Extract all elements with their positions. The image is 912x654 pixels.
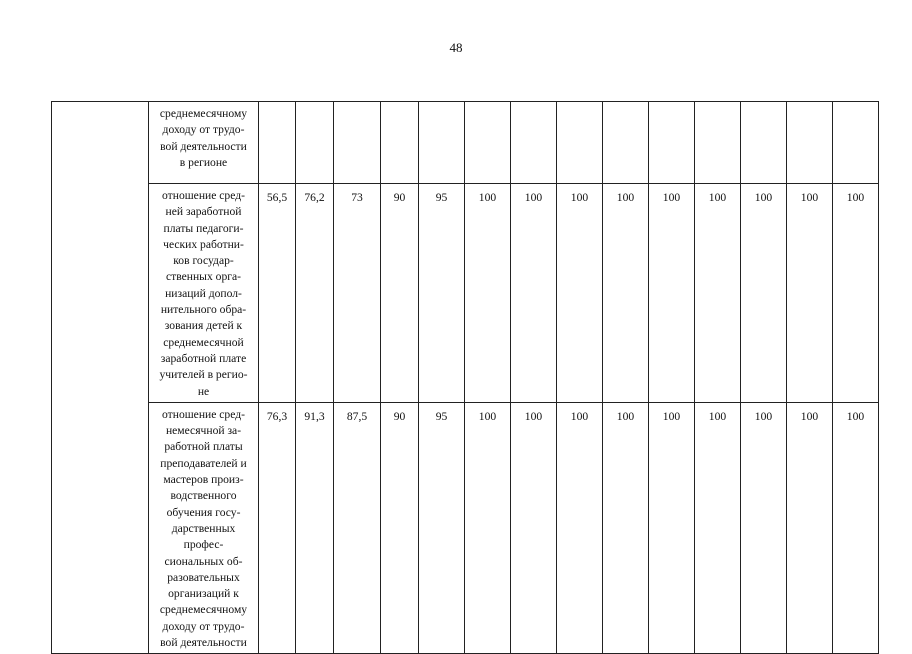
- value-cell: [259, 102, 296, 184]
- value-cell: 100: [511, 184, 557, 403]
- value-cell: 90: [381, 184, 419, 403]
- description-line: организаций к: [168, 587, 239, 601]
- value-cell: 95: [419, 402, 465, 653]
- description-line: обучения госу-: [166, 505, 241, 519]
- table-row: [52, 184, 879, 403]
- value-cell: 100: [833, 184, 879, 403]
- description-line: вой деятельности: [160, 139, 247, 153]
- value-cell: [557, 102, 603, 184]
- value-cell: [419, 102, 465, 184]
- value-cell: 100: [465, 402, 511, 653]
- description-line: нительного обра-: [160, 303, 247, 317]
- description-line: водственного: [170, 489, 237, 503]
- value-cell: 100: [603, 184, 649, 403]
- description-line: доходу от трудо-: [162, 123, 245, 137]
- description-line: ней заработной: [165, 205, 242, 219]
- table-row: [52, 102, 879, 184]
- description-line: ков государ-: [173, 254, 234, 268]
- description-line: мастеров произ-: [163, 473, 244, 487]
- value-cell: 100: [695, 402, 741, 653]
- description-line: ственных орга-: [165, 270, 241, 284]
- value-cell: 100: [649, 402, 695, 653]
- description-line: профес-: [183, 538, 224, 552]
- value-cell: 91,3: [296, 402, 334, 653]
- description-line: среднемесячному: [159, 603, 248, 617]
- value-cell: 100: [511, 402, 557, 653]
- description-line: сиональных об-: [164, 554, 243, 568]
- empty-first-column-cell: [52, 102, 149, 654]
- value-cell: [465, 102, 511, 184]
- value-cell: [296, 102, 334, 184]
- indicator-description-cell: [149, 102, 259, 184]
- description-line: разовательных: [167, 570, 240, 584]
- value-cell: 100: [787, 402, 833, 653]
- description-line: зования детей к: [164, 319, 243, 333]
- indicator-description-cell: [149, 402, 259, 653]
- value-cell: [741, 102, 787, 184]
- value-cell: 100: [557, 184, 603, 403]
- value-cell: 76,2: [296, 184, 334, 403]
- value-cell: 100: [695, 184, 741, 403]
- value-cell: [334, 102, 381, 184]
- value-cell: 76,3: [259, 402, 296, 653]
- description-line: ческих работни-: [163, 237, 244, 251]
- description-line: среднемесячной: [163, 335, 244, 349]
- description-line: отношение сред-: [162, 189, 245, 202]
- value-cell: 95: [419, 184, 465, 403]
- value-cell: 100: [741, 402, 787, 653]
- description-line: отношение сред-: [162, 407, 245, 421]
- page-number: 48: [449, 40, 463, 55]
- description-line: низаций допол-: [165, 286, 242, 300]
- value-cell: [511, 102, 557, 184]
- description-line: заработной плате: [160, 351, 247, 365]
- value-cell: 90: [381, 402, 419, 653]
- value-cell: [787, 102, 833, 184]
- value-cell: [649, 102, 695, 184]
- description-line: работной платы: [164, 440, 243, 454]
- value-cell: 73: [334, 184, 381, 403]
- value-cell: 100: [833, 402, 879, 653]
- value-cell: 100: [465, 184, 511, 403]
- value-cell: 100: [649, 184, 695, 403]
- description-line: платы педагоги-: [163, 221, 244, 235]
- description-line: дарственных: [171, 521, 236, 535]
- description-line: среднемесячному: [159, 107, 248, 120]
- value-cell: [603, 102, 649, 184]
- value-cell: 100: [741, 184, 787, 403]
- description-line: немесячной за-: [165, 424, 242, 438]
- description-line: вой деятельности: [160, 636, 247, 650]
- description-line: преподавателей и: [160, 456, 247, 470]
- value-cell: 56,5: [259, 184, 296, 403]
- value-cell: [833, 102, 879, 184]
- description-line: в регионе: [179, 155, 228, 169]
- value-cell: 100: [603, 402, 649, 653]
- value-cell: [695, 102, 741, 184]
- table-row: [52, 402, 879, 653]
- description-line: не: [197, 384, 210, 398]
- data-table: [51, 101, 879, 654]
- description-line: доходу от трудо-: [162, 619, 245, 633]
- value-cell: [381, 102, 419, 184]
- description-line: учителей в регио-: [159, 368, 248, 382]
- value-cell: 100: [557, 402, 603, 653]
- indicator-description-cell: [149, 184, 259, 403]
- value-cell: 100: [787, 184, 833, 403]
- value-cell: 87,5: [334, 402, 381, 653]
